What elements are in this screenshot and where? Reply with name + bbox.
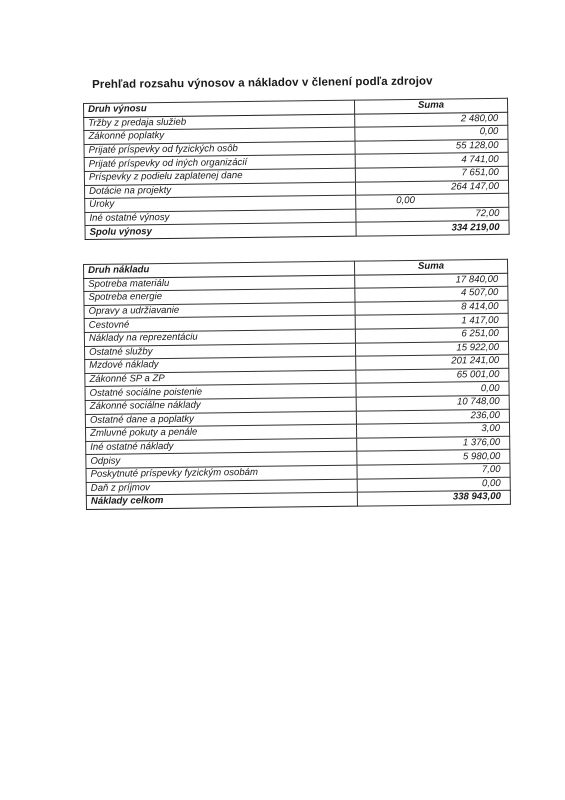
row-label: Prijaté príspevky od iných organizácií	[84, 155, 355, 172]
column-header-amount: Suma	[354, 259, 507, 274]
row-amount: 0,00	[357, 477, 510, 492]
row-amount: 236,00	[356, 409, 509, 424]
row-label: Opravy a udržiavanie	[84, 302, 355, 319]
row-label: Odpisy	[86, 451, 357, 468]
row-amount: 6 251,00	[355, 327, 508, 342]
row-amount: 4 507,00	[355, 286, 508, 301]
row-label: Príspevky z podielu zaplatenej dane	[84, 168, 355, 185]
total-label: Náklady celkom	[86, 492, 357, 509]
row-label: Úroky	[85, 195, 356, 212]
row-label: Dotácie na projekty	[85, 182, 356, 199]
row-label: Ostatné dane a poplatky	[85, 411, 356, 428]
row-amount: 0,00	[356, 193, 509, 208]
total-amount: 334 219,00	[356, 221, 509, 236]
row-amount: 5 980,00	[357, 450, 510, 465]
row-amount: 72,00	[356, 207, 509, 222]
row-amount: 7 651,00	[355, 166, 508, 181]
costs-table	[83, 259, 511, 510]
row-amount: 10 748,00	[356, 395, 509, 410]
column-header-amount: Suma	[354, 98, 507, 113]
row-label: Iné ostatné náklady	[86, 438, 357, 455]
row-label: Mzdové náklady	[85, 356, 356, 373]
row-amount: 2 480,00	[355, 112, 508, 127]
row-amount: 0,00	[355, 125, 508, 140]
row-amount: 15 922,00	[355, 341, 508, 356]
row-amount: 55 128,00	[355, 139, 508, 154]
row-label: Zákonné sociálne náklady	[85, 397, 356, 414]
row-label: Spotreba materiálu	[84, 275, 355, 292]
column-header-type: Druh výnosu	[84, 100, 355, 117]
row-amount: 264 147,00	[355, 180, 508, 195]
row-label: Prijaté príspevky od fyzických osôb	[84, 141, 355, 158]
row-label: Zákonné SP a ZP	[85, 370, 356, 387]
row-label: Spotreba energie	[84, 288, 355, 305]
row-amount: 17 840,00	[355, 273, 508, 288]
row-label: Ostatné sociálne poistenie	[85, 384, 356, 401]
total-label: Spolu výnosy	[85, 223, 356, 240]
row-label: Daň z príjmov	[86, 479, 357, 496]
row-amount: 65 001,00	[356, 368, 509, 383]
revenue-table	[83, 98, 510, 240]
row-amount: 201 241,00	[356, 354, 509, 369]
row-label: Tržby z predaja služieb	[84, 114, 355, 131]
row-amount: 0,00	[356, 382, 509, 397]
row-label: Náklady na reprezentáciu	[84, 329, 355, 346]
row-amount: 1 376,00	[357, 436, 510, 451]
column-header-type: Druh nákladu	[84, 261, 355, 278]
row-amount: 1 417,00	[355, 314, 508, 329]
row-label: Poskytnuté príspevky fyzickým osobám	[86, 465, 357, 482]
page-title: Prehľad rozsahu výnosov a nákladov v členení podľa zdrojov	[92, 75, 433, 91]
row-label: Ostatné služby	[85, 343, 356, 360]
row-label: Zmluvné pokuty a penále	[85, 424, 356, 441]
row-label: Cestovné	[84, 316, 355, 333]
row-amount: 8 414,00	[355, 300, 508, 315]
total-amount: 338 943,00	[357, 490, 510, 505]
row-amount: 4 741,00	[355, 153, 508, 168]
row-label: Iné ostatné výnosy	[85, 209, 356, 226]
row-amount: 3,00	[356, 422, 509, 437]
row-amount: 7,00	[357, 463, 510, 478]
row-label: Zákonné poplatky	[84, 127, 355, 144]
